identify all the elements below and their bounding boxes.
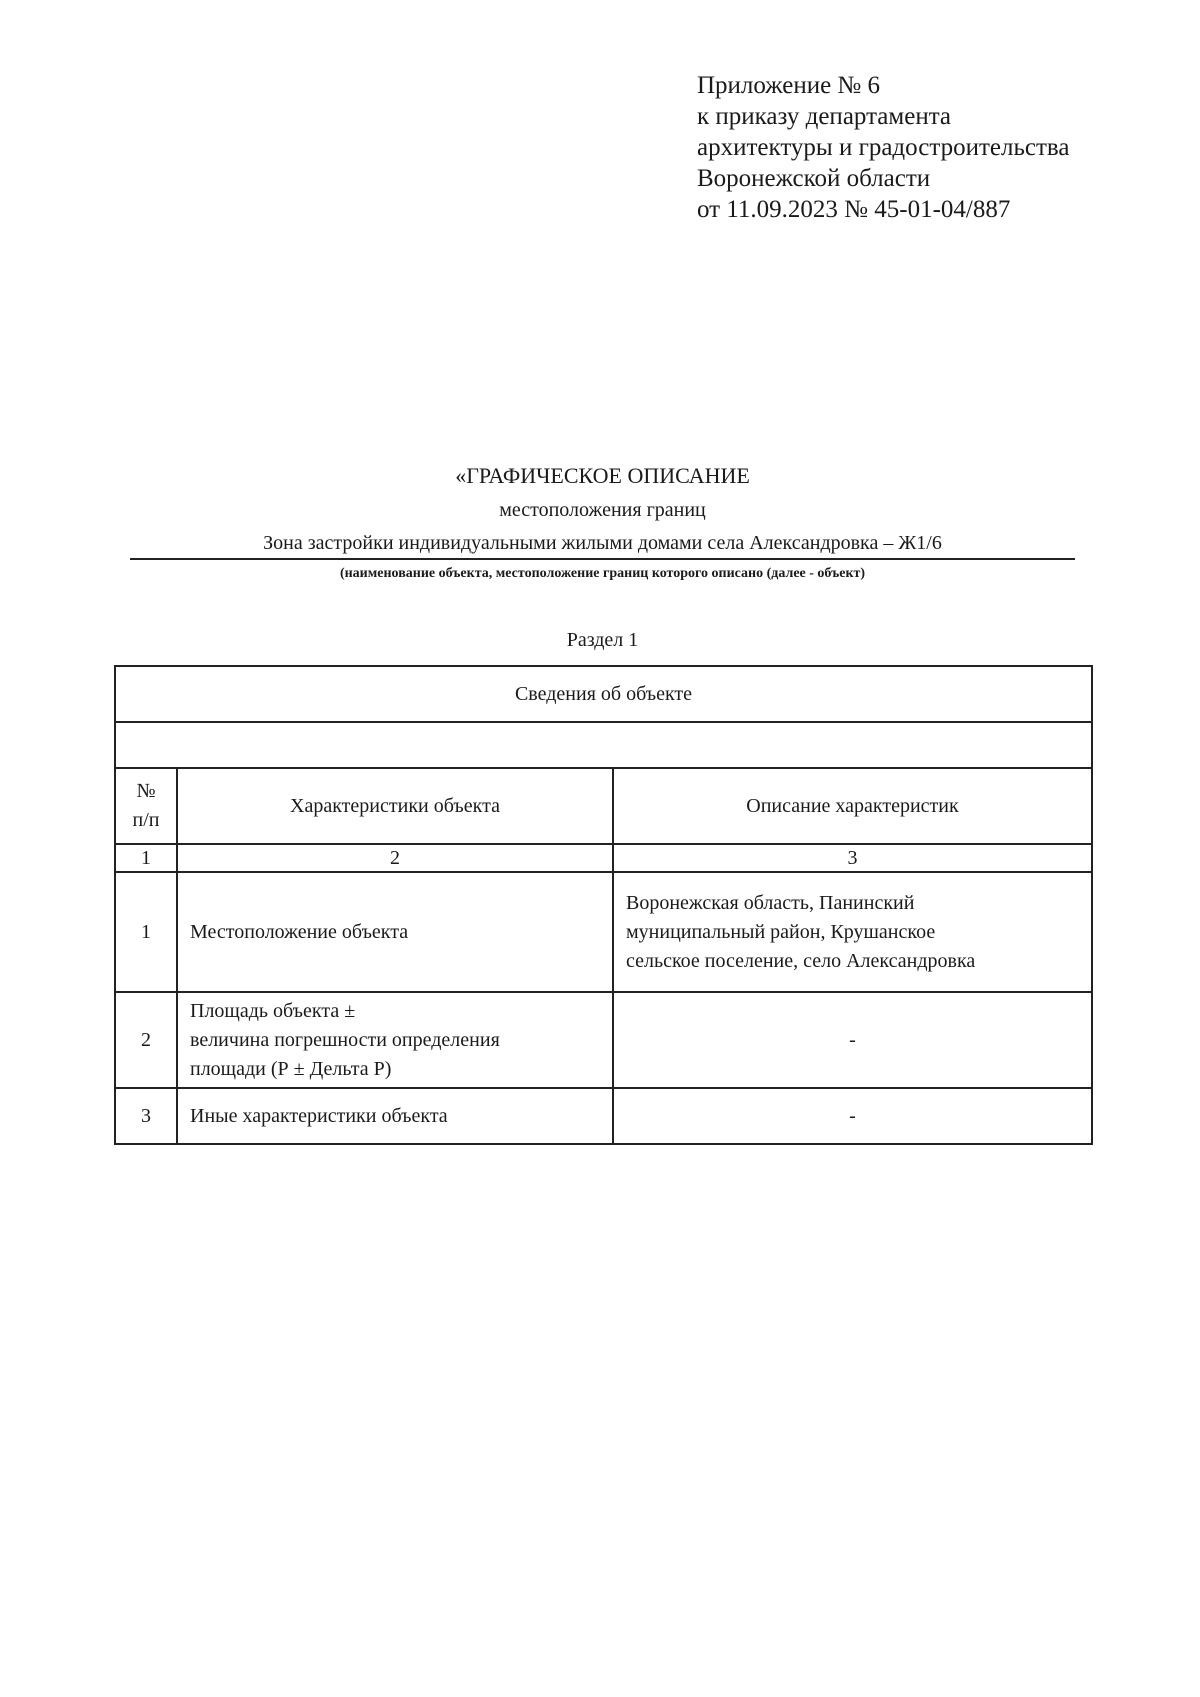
appendix-block: [697, 70, 1069, 225]
empty-cell: [115, 722, 1092, 768]
header-num: [115, 768, 177, 844]
row-description: [613, 872, 1092, 992]
appendix-line: Приложение № 6: [697, 72, 881, 99]
row-num: 3: [115, 1088, 177, 1144]
row-num: 1: [115, 872, 177, 992]
header-num-line: п/п: [132, 809, 160, 831]
object-name-caption: (наименование объекта, местоположение границ которого описано (далее - объект): [339, 566, 866, 581]
header-num-line: №: [136, 780, 156, 802]
table-title-row: [115, 666, 1092, 722]
row-num: 2: [115, 992, 177, 1088]
table-row: [115, 992, 1092, 1088]
column-numbers-row: [115, 844, 1092, 872]
column-number: 3: [613, 844, 1092, 872]
document-title: «ГРАФИЧЕСКОЕ ОПИСАНИЕ: [455, 463, 750, 488]
object-info-table: [114, 665, 1093, 1145]
section-label: Раздел 1: [566, 629, 639, 651]
document-subtitle: местоположения границ: [499, 499, 706, 521]
table-row: [115, 872, 1092, 992]
table-row: [115, 1088, 1092, 1144]
column-number: 2: [177, 844, 613, 872]
appendix-line: Воронежской области: [697, 165, 931, 192]
row-characteristic: [177, 992, 613, 1088]
description-line: Воронежская область, Панинский: [626, 891, 915, 914]
description-line: муниципальный район, Крушанское: [626, 920, 936, 943]
table-empty-row: [115, 722, 1092, 768]
appendix-line: к приказу департамента: [697, 103, 952, 130]
column-number: 1: [115, 844, 177, 872]
description-line: сельское поселение, село Александровка: [626, 949, 976, 972]
characteristic-line: величина погрешности определения: [190, 1028, 500, 1051]
row-description: -: [613, 1088, 1092, 1144]
row-characteristic: Иные характеристики объекта: [177, 1088, 613, 1144]
object-name: Зона застройки индивидуальными жилыми домами села Александровка – Ж1/6: [130, 530, 1075, 560]
appendix-line: архитектуры и градостроительства: [697, 134, 1070, 161]
header-description: Описание характеристик: [613, 768, 1092, 844]
characteristic-line: площади (Р ± Дельта Р): [190, 1057, 392, 1080]
appendix-line: от 11.09.2023 № 45-01-04/887: [697, 196, 1011, 223]
row-description: -: [613, 992, 1092, 1088]
characteristic-line: Площадь объекта ±: [190, 999, 356, 1022]
row-characteristic: Местоположение объекта: [177, 872, 613, 992]
table-header-row: [115, 768, 1092, 844]
table-title: Сведения об объекте: [115, 666, 1092, 722]
header-characteristics: Характеристики объекта: [177, 768, 613, 844]
